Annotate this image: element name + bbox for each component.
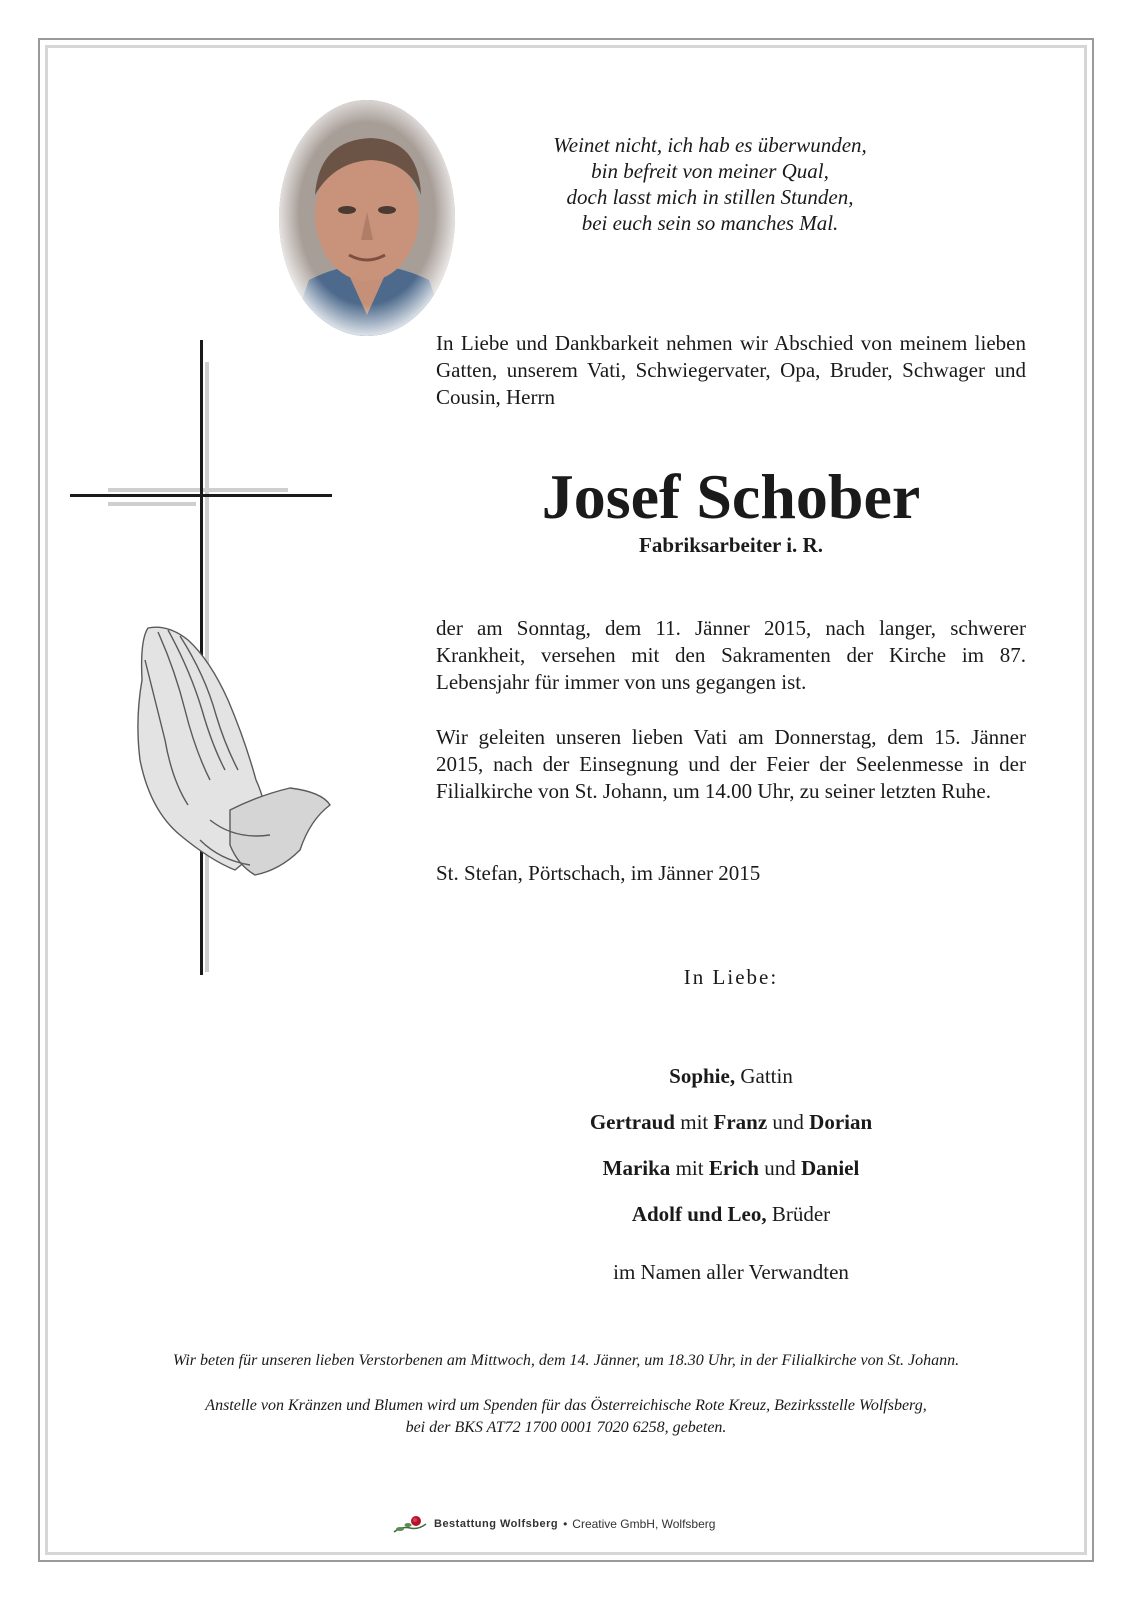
family-row <box>436 1099 1026 1145</box>
family-member: Gertraud <box>589 1110 675 1134</box>
deceased-occupation: Fabriksarbeiter i. R. <box>639 533 823 557</box>
death-notice: der am Sonntag, dem 11. Jänner 2015, nach langer, schwerer Krankheit, versehen mit den Sakramenten der Kirche im 87. Lebensjahr für immer von uns gegangen ist. <box>436 616 1026 694</box>
family-row <box>436 1191 1026 1237</box>
family-member: Erich <box>708 1156 759 1180</box>
donation-line: Anstelle von Kränzen und Blumen wird um Spenden für das Österreichische Rote Kreuz, Bezirksstelle Wolfsberg, <box>205 1397 927 1414</box>
relatives-line: im Namen aller Verwandten <box>613 1260 849 1284</box>
deceased-name: Josef Schober <box>541 461 921 532</box>
poem-line: doch lasst mich in stillen Stunden, <box>566 185 854 209</box>
poem-line: bei euch sein so manches Mal. <box>581 211 839 235</box>
portrait-photo <box>279 100 455 336</box>
family-connector: und <box>767 1110 810 1134</box>
footer-company: Creative GmbH, Wolfsberg <box>572 1517 716 1531</box>
praying-hands-icon <box>138 627 330 875</box>
family-connector: mit <box>670 1156 709 1180</box>
poem-line: Weinet nicht, ich hab es überwunden, <box>553 133 867 157</box>
family-role: Brüder <box>766 1202 831 1226</box>
rose-logo-icon <box>390 1512 430 1536</box>
footer-separator: • <box>563 1517 568 1531</box>
donation-notice <box>60 1395 1072 1439</box>
family-member: Sophie, <box>669 1064 736 1088</box>
family-list <box>436 1053 1026 1237</box>
footer-brand: Bestattung Wolfsberg <box>434 1518 559 1530</box>
poem-line: bin befreit von meiner Qual, <box>591 159 829 183</box>
in-liebe-heading: In Liebe: <box>683 965 779 989</box>
family-role: Gattin <box>735 1064 793 1088</box>
family-row <box>436 1145 1026 1191</box>
cross-with-praying-hands <box>60 340 350 990</box>
intro-text: In Liebe und Dankbarkeit nehmen wir Abschied von meinem lieben Gatten, unserem Vati, Schwiegervater, Opa, Bruder, Schwager und Cousin, Herrn <box>436 331 1026 409</box>
family-member: Franz <box>713 1110 768 1134</box>
family-member: Marika <box>602 1156 671 1180</box>
family-row <box>436 1053 1026 1099</box>
family-member: Adolf und Leo, <box>631 1202 767 1226</box>
place-and-date: St. Stefan, Pörtschach, im Jänner 2015 <box>436 861 761 885</box>
portrait-illustration <box>279 100 455 336</box>
family-member: Daniel <box>801 1156 860 1180</box>
family-connector: mit <box>674 1110 714 1134</box>
funeral-notice: Wir geleiten unseren lieben Vati am Donnerstag, dem 15. Jänner 2015, nach der Einsegnung und der Feier der Seelenmesse in der Filialkirche von St. Johann, um 14.00 Uhr, zu seiner letzten Ruhe. <box>436 725 1026 803</box>
prayer-notice: Wir beten für unseren lieben Verstorbenen am Mittwoch, dem 14. Jänner, um 18.30 Uhr, in der Filialkirche von St. Johann. <box>172 1352 960 1369</box>
family-member: Dorian <box>809 1110 873 1134</box>
poem <box>510 132 910 236</box>
donation-line: bei der BKS AT72 1700 0001 7020 6258, gebeten. <box>405 1419 727 1436</box>
footer <box>390 1512 715 1536</box>
family-connector: und <box>759 1156 801 1180</box>
